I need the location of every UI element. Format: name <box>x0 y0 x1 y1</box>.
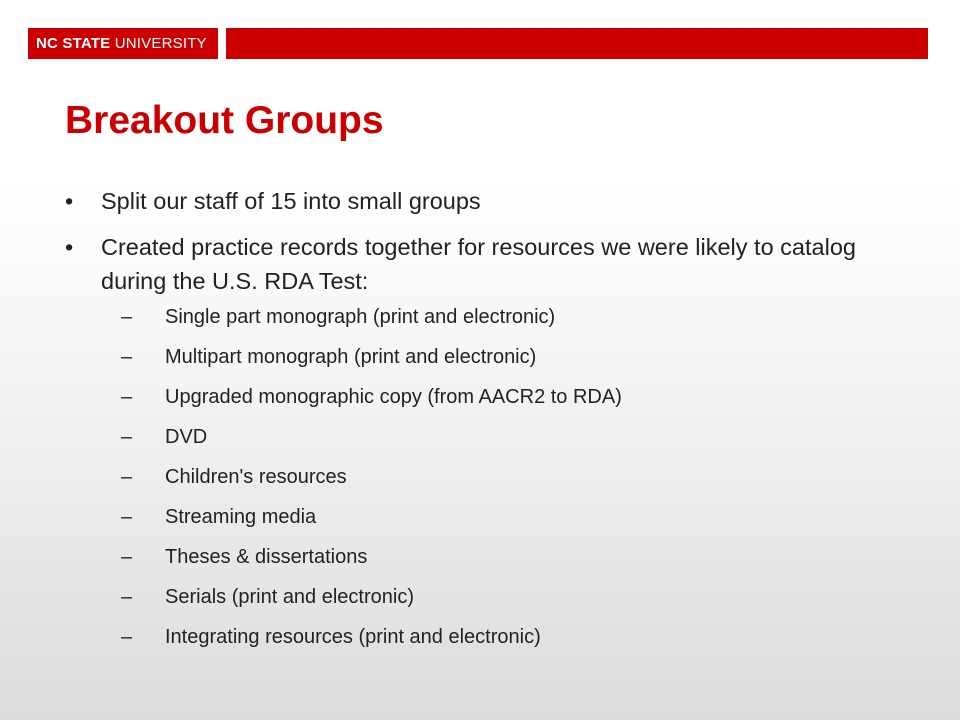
sub-bullet-text: Multipart monograph (print and electronic) <box>165 346 537 368</box>
sub-bullet-text: DVD <box>165 426 208 448</box>
sub-bullet-item <box>121 424 895 451</box>
header-stripe <box>226 28 928 59</box>
sub-bullet-marker: – <box>121 426 133 448</box>
sub-bullet-item <box>121 544 895 571</box>
sub-bullet-item <box>121 624 895 651</box>
sub-bullet-marker: – <box>121 506 133 528</box>
sub-bullet-text: Integrating resources (print and electronic) <box>165 626 541 648</box>
slide-title: Breakout Groups <box>65 99 384 142</box>
header-bar <box>28 28 928 59</box>
bullet-item <box>65 230 895 651</box>
bullet-text: Split our staff of 15 into small groups <box>101 188 481 214</box>
sub-bullet-text: Children's resources <box>165 466 347 488</box>
sub-bullet-text: Theses & dissertations <box>165 546 368 568</box>
sub-bullet-item <box>121 504 895 531</box>
sub-bullet-item <box>121 584 895 611</box>
bullet-text: Created practice records together for resources we were likely to catalog during the U.S. RDA Test: <box>101 234 856 294</box>
sub-bullet-marker: – <box>121 626 133 648</box>
sub-bullet-marker: – <box>121 546 133 568</box>
sub-bullet-item <box>121 344 895 371</box>
logo-wordmark <box>36 35 207 52</box>
sub-bullet-text: Serials (print and electronic) <box>165 586 414 608</box>
logo-light-text: UNIVERSITY <box>110 35 207 52</box>
sub-bullet-text: Upgraded monographic copy (from AACR2 to RDA) <box>165 386 622 408</box>
sub-bullet-item <box>121 304 895 331</box>
sub-bullet-marker: – <box>121 306 133 328</box>
bullet-marker: • <box>65 188 74 214</box>
sub-bullet-item <box>121 464 895 491</box>
bullet-marker: • <box>65 234 74 260</box>
sub-bullet-marker: – <box>121 386 133 408</box>
sub-bullet-marker: – <box>121 466 133 488</box>
logo-bold-text: NC STATE <box>36 35 111 52</box>
bullet-list <box>65 184 895 664</box>
sub-bullet-marker: – <box>121 346 133 368</box>
sub-bullet-text: Streaming media <box>165 506 317 528</box>
bullet-item <box>65 184 895 218</box>
sub-bullet-marker: – <box>121 586 133 608</box>
sub-bullet-item <box>121 384 895 411</box>
sub-bullet-text: Single part monograph (print and electronic) <box>165 306 556 328</box>
sub-bullet-list <box>101 304 895 651</box>
university-logo <box>28 28 218 59</box>
